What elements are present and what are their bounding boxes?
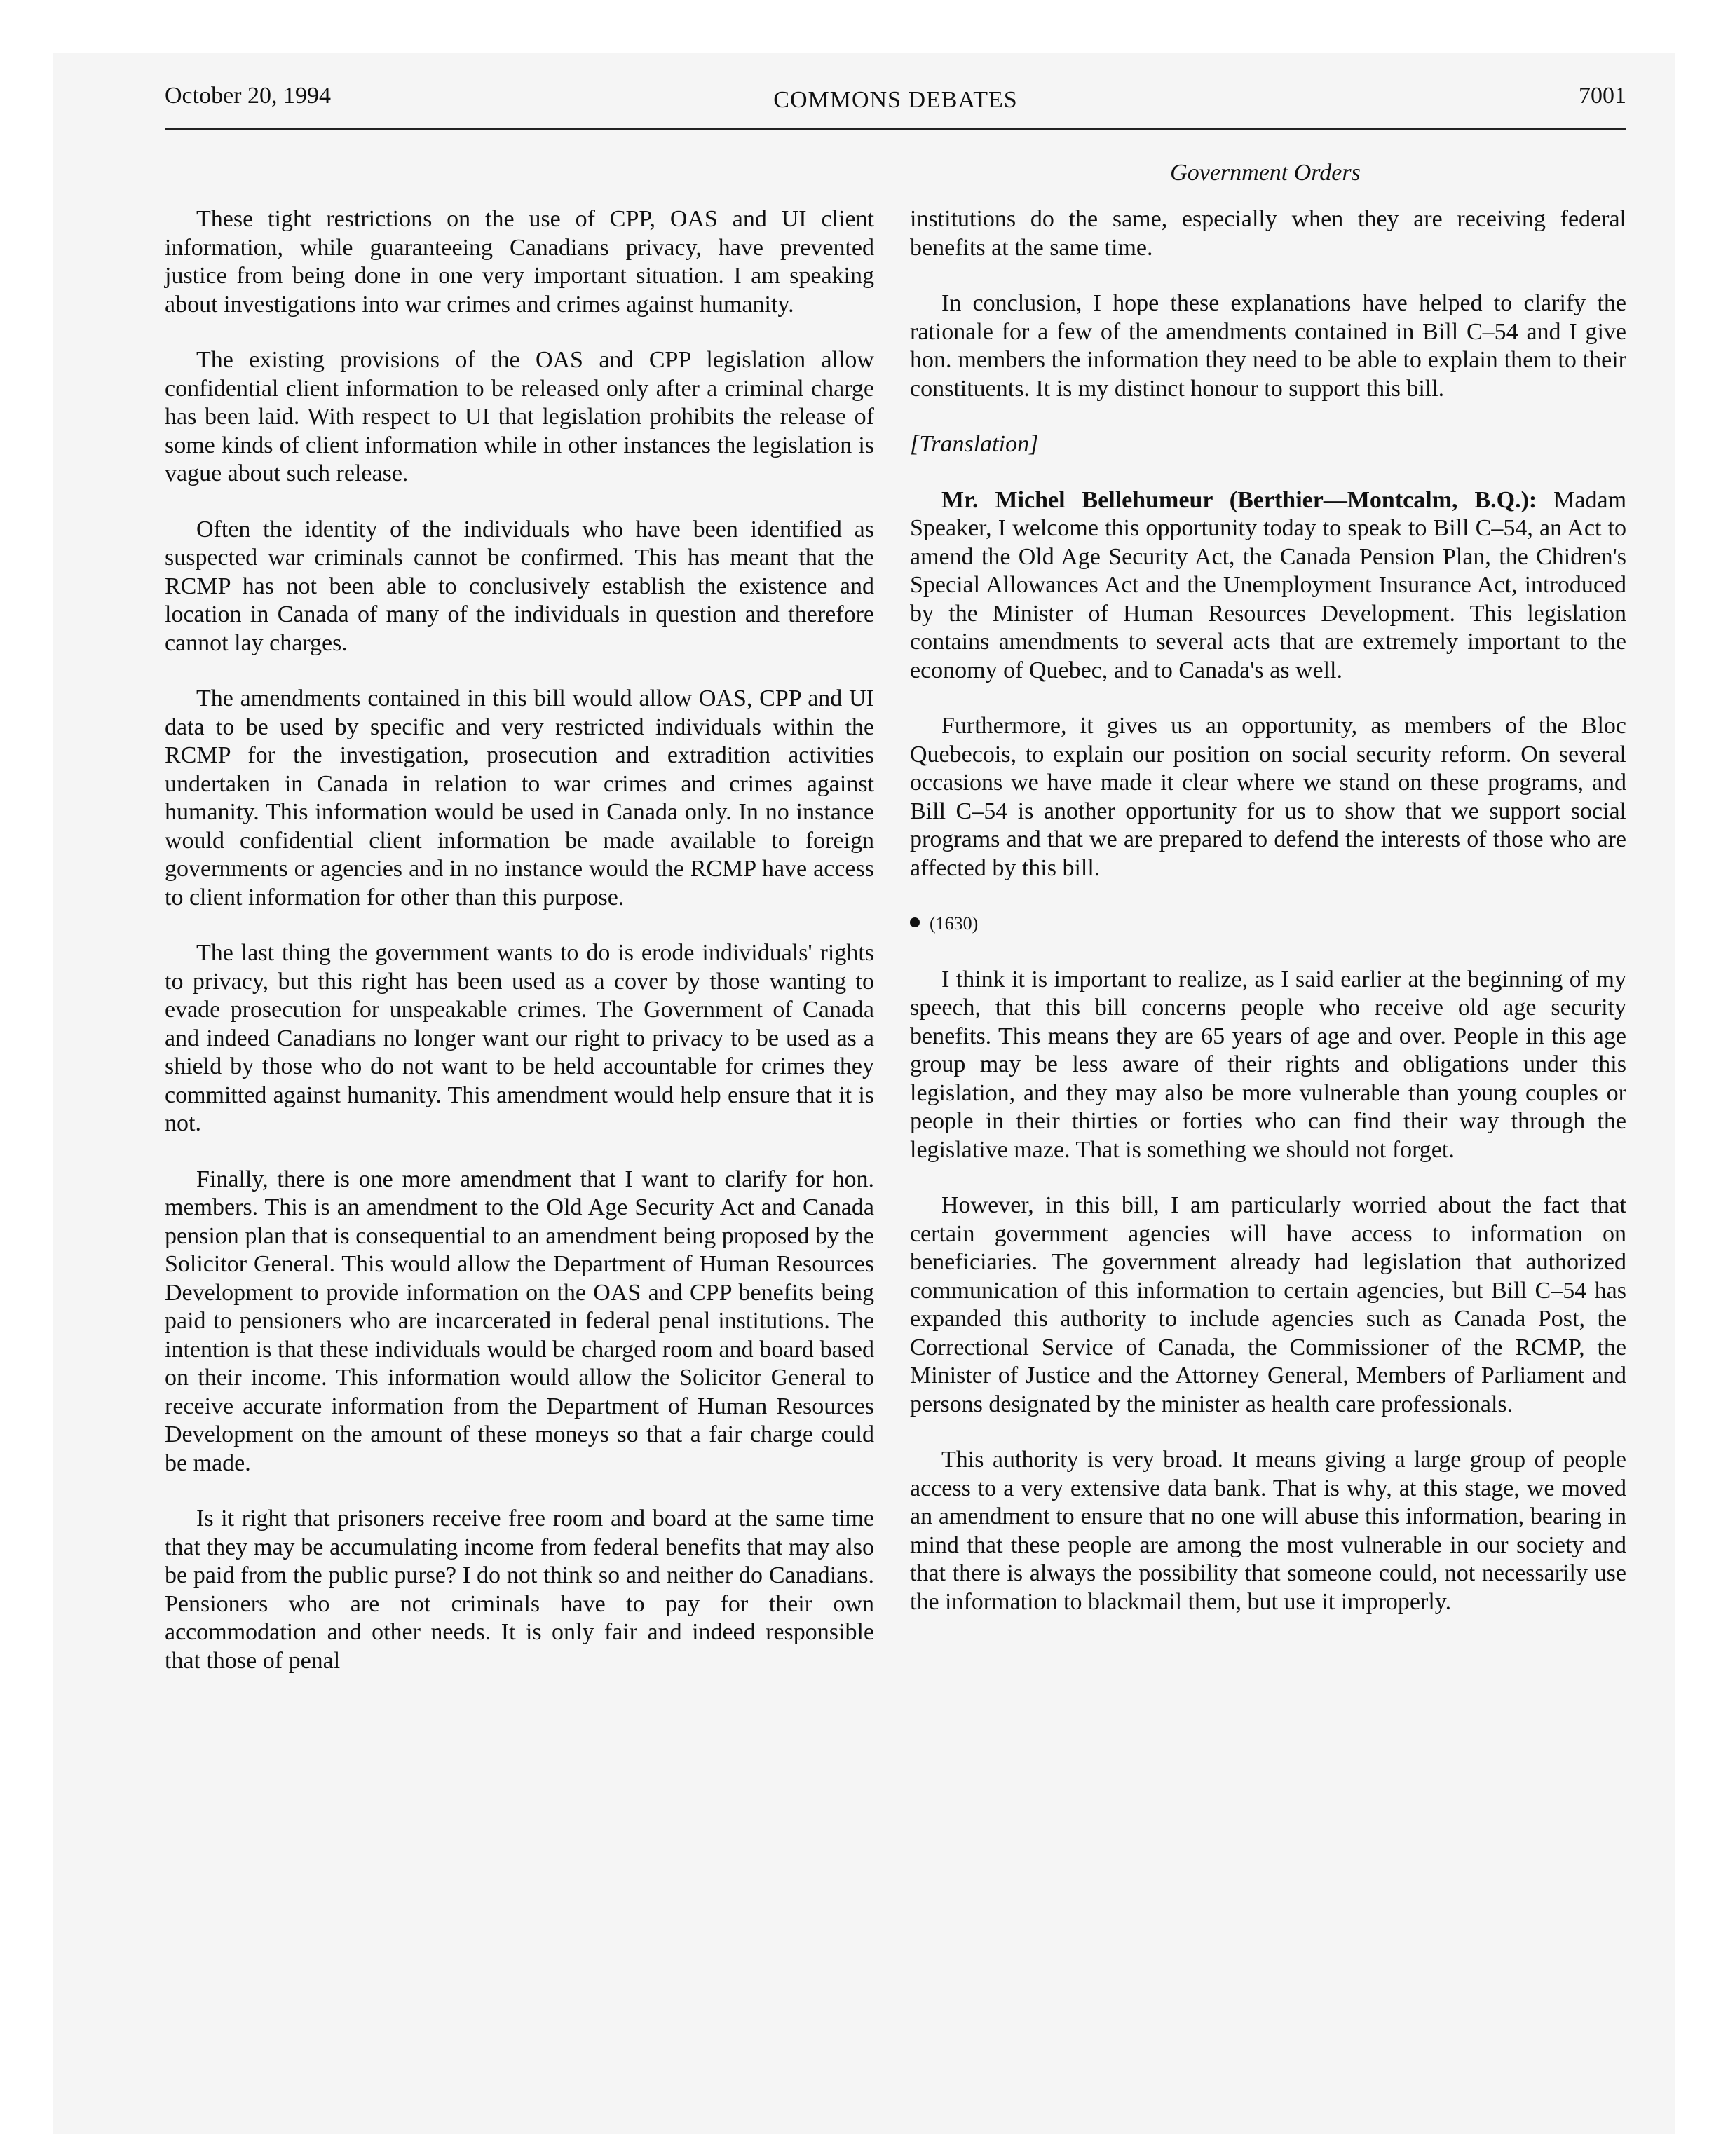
- paragraph-continuation: institutions do the same, especially when they are receiving federal benefits at the same time.: [910, 206, 1626, 261]
- paragraph: Is it right that prisoners receive free room and board at the same time that they may be accumulating income from federal benefits that may also be paid from the public purse? I do not think so and neither do Canadians. Pensioners who are not criminals have to pay for their own accommodation and other needs. It is only fair and indeed responsible that those of penal: [165, 1506, 874, 1674]
- paragraph: Furthermore, it gives us an opportunity, as members of the Bloc Quebecois, to explain our position on social security reform. On several occasions we have made it clear where we stand on these programs, and Bill C–54 is another opportunity for us to show that we support social programs and that we are prepared to defend the interests of those who are affected by this bill.: [910, 713, 1626, 881]
- header-date: October 20, 1994: [165, 83, 332, 109]
- paragraph: Finally, there is one more amendment that I want to clarify for hon. members. This is an amendment to the Old Age Security Act and Canada pension plan that is consequential to an amendment being proposed by the Solicitor General. This would allow the Department of Human Resources Development to provide information on the OAS and CPP benefits being paid to pensioners who are incarcerated in federal penal institutions. The intention is that these individuals would be charged room and board based on their income. This information would allow the Solicitor General to receive accurate information from the Department of Human Resources Development on the amount of these moneys so that a fair charge could be made.: [165, 1166, 874, 1476]
- header-title: COMMONS DEBATES: [773, 87, 1018, 113]
- speaker-name: Mr. Michel Bellehumeur (Berthier—Montcalm, B.Q.):: [941, 486, 1537, 513]
- paragraph: The amendments contained in this bill would allow OAS, CPP and UI data to be used by specific and very restricted individuals within the RCMP for the investigation, prosecution and extradition activities undertaken in Canada in relation to war crimes and crimes against humanity. This information would be used in Canada only. In no instance would confidential client information be made available to foreign governments or agencies and in no instance would the RCMP have access to client information for other than this purpose.: [165, 685, 874, 910]
- paragraph: In conclusion, I hope these explanations have helped to clarify the rationale for a few of the amendments contained in Bill C–54 and I give hon. members the information they need to be able to explain them to their constituents. It is my distinct honour to support this bill.: [910, 290, 1626, 402]
- right-column: [910, 205, 1626, 1644]
- section-heading: Government Orders: [1170, 160, 1361, 186]
- bullet-icon: [910, 917, 920, 927]
- paragraph: These tight restrictions on the use of CPP, OAS and UI client information, while guaranteeing Canadians privacy, have prevented justice from being done in one very important situation. I am speaking about investigations into war crimes and crimes against humanity.: [165, 206, 874, 318]
- paragraph: The last thing the government wants to do is erode individuals' rights to privacy, but this right has been used as a cover by those wanting to evade prosecution for unspeakable crimes. The Government of Canada and indeed Canadians no longer want our right to privacy to be used as a shield by those who do not want to be held accountable for crimes they committed against humanity. This amendment would help ensure that it is not.: [165, 940, 874, 1136]
- page-header: [165, 83, 1626, 132]
- left-column: [165, 205, 874, 1703]
- paragraph: This authority is very broad. It means giving a large group of people access to a very extensive data bank. That is why, at this stage, we moved an amendment to ensure that no one will abuse this information, bearing in mind that these people are among the most vulnerable in our society and that there is always the possibility that someone could, not necessarily use the information to blackmail them, but use it improperly.: [910, 1447, 1626, 1615]
- header-rule: [165, 128, 1626, 130]
- paragraph: Often the identity of the individuals who have been identified as suspected war criminals cannot be confirmed. This has meant that the RCMP has not been able to conclusively establish the existence and location in Canada of many of the individuals in question and therefore cannot lay charges.: [165, 516, 874, 656]
- paragraph: I think it is important to realize, as I said earlier at the beginning of my speech, that this bill concerns people who receive old age security benefits. This means they are 65 years of age and over. People in this age group may be less aware of their rights and obligations under this legislation, and they may also be more vulnerable than young couples or people in their thirties or forties who can find their way through the legislative maze. That is something we should not forget.: [910, 966, 1626, 1163]
- time-marker: [910, 910, 1626, 939]
- time-marker-text: (1630): [930, 913, 979, 934]
- translation-label: [Translation]: [910, 431, 1039, 457]
- paragraph: However, in this bill, I am particularly worried about the fact that certain government agencies will have access to information on beneficiaries. The government already had legislation that authorized communication of this information to certain agencies, but Bill C–54 has expanded this authority to include agencies such as Canada Post, the Correctional Service of Canada, the Commissioner of the RCMP, the Minister of Justice and the Attorney General, Members of Parliament and persons designated by the minister as health care professionals.: [910, 1192, 1626, 1417]
- speech-text: Madam Speaker, I welcome this opportunity today to speak to Bill C–54, an Act to amend the Old Age Security Act, the Canada Pension Plan, the Chidren's Special Allowances Act and the Unemployment Insurance Act, introduced by the Minister of Human Resources Development. This legislation contains amendments to several acts that are extremely important to the economy of Quebec, and to Canada's as well.: [910, 486, 1627, 683]
- header-page-number: 7001: [1579, 83, 1626, 109]
- speech-paragraph: [910, 486, 1626, 685]
- paragraph: The existing provisions of the OAS and CPP legislation allow confidential client information to be released only after a criminal charge has been laid. With respect to UI that legislation prohibits the release of some kinds of client information while in other instances the legislation is vague about such release.: [165, 347, 874, 486]
